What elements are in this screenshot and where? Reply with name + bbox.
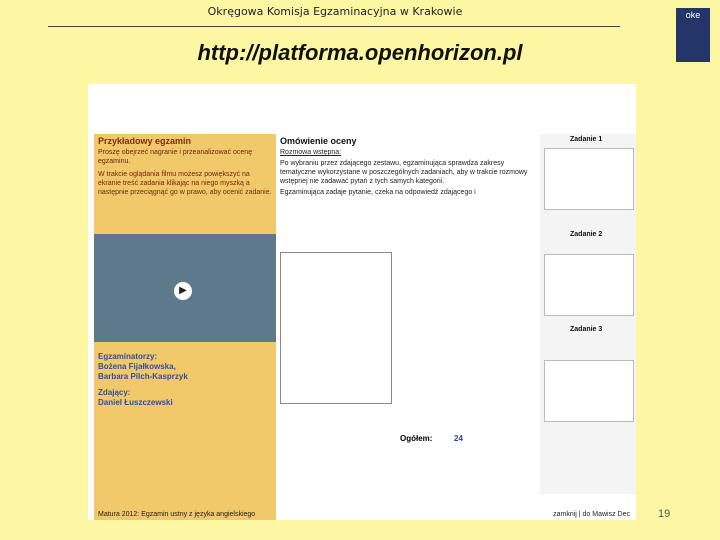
review-title: Omówienie oceny — [280, 136, 357, 146]
left-intro: Proszę obejrzeć nagranie i przeanalizować ocenę egzaminu. — [98, 149, 253, 165]
left-hint: W trakcie oglądania filmu możesz powiększyć na ekranie treść zadania klikając na niego myszką a następnie przeciągnąć go w prawo, aby ocenić zadanie. — [98, 171, 272, 196]
review-text2: Egzaminująca zadaje pytanie, czeka na odpowiedź zdającego i — [280, 189, 476, 196]
task-1-thumb[interactable] — [544, 148, 634, 210]
task-2-title[interactable]: Zadanie 2 — [570, 231, 603, 238]
candidate-name: Daniel Łuszczewski — [98, 398, 173, 407]
examiners-label: Egzaminatorzy: — [98, 352, 158, 361]
review-sub: Rozmowa wstępna: — [280, 149, 342, 156]
footer-right[interactable]: zamknij | do Mawisz Dec — [553, 511, 630, 518]
left-title: Przykładowy egzamin — [98, 136, 192, 146]
screenshot-panel — [88, 84, 636, 520]
examiner-2: Barbara Pilch-Kasprzyk — [98, 372, 188, 381]
task-3-thumb[interactable] — [544, 360, 634, 422]
header-org: Okręgowa Komisja Egzaminacyjna w Krakowie — [207, 5, 463, 18]
logo-text: oke — [685, 10, 701, 20]
footer-left: Matura 2012: Egzamin ustny z języka angielskiego — [98, 511, 256, 518]
slide-url-title[interactable]: http://platforma.openhorizon.pl — [197, 40, 523, 65]
oke-logo — [676, 8, 710, 62]
examiners-block — [98, 352, 188, 408]
score-label: Ogółem: — [400, 434, 433, 443]
task-1-title[interactable]: Zadanie 1 — [570, 136, 603, 143]
score-value: 24 — [454, 434, 463, 443]
task-3-title[interactable]: Zadanie 3 — [570, 326, 603, 333]
task-thumbnails — [540, 134, 636, 494]
header-divider — [48, 26, 620, 27]
candidate-label: Zdający: — [98, 388, 131, 397]
task-2-thumb[interactable] — [544, 254, 634, 316]
score-grid[interactable] — [280, 252, 392, 404]
play-icon[interactable]: ▶ — [174, 282, 192, 300]
review-text: Po wybraniu przez zdającego zestawu, egzaminująca sprawdza zakresy tematyczne wykorzystane w poszczególnych zadaniach, aby w trakcie rozmowy wstępnej nie zadawać pytań z tych samych kategorii. — [280, 160, 528, 185]
examiner-1: Bożena Fijałkowska, — [98, 362, 176, 371]
review-panel — [276, 134, 538, 494]
page-number: 19 — [658, 508, 671, 520]
